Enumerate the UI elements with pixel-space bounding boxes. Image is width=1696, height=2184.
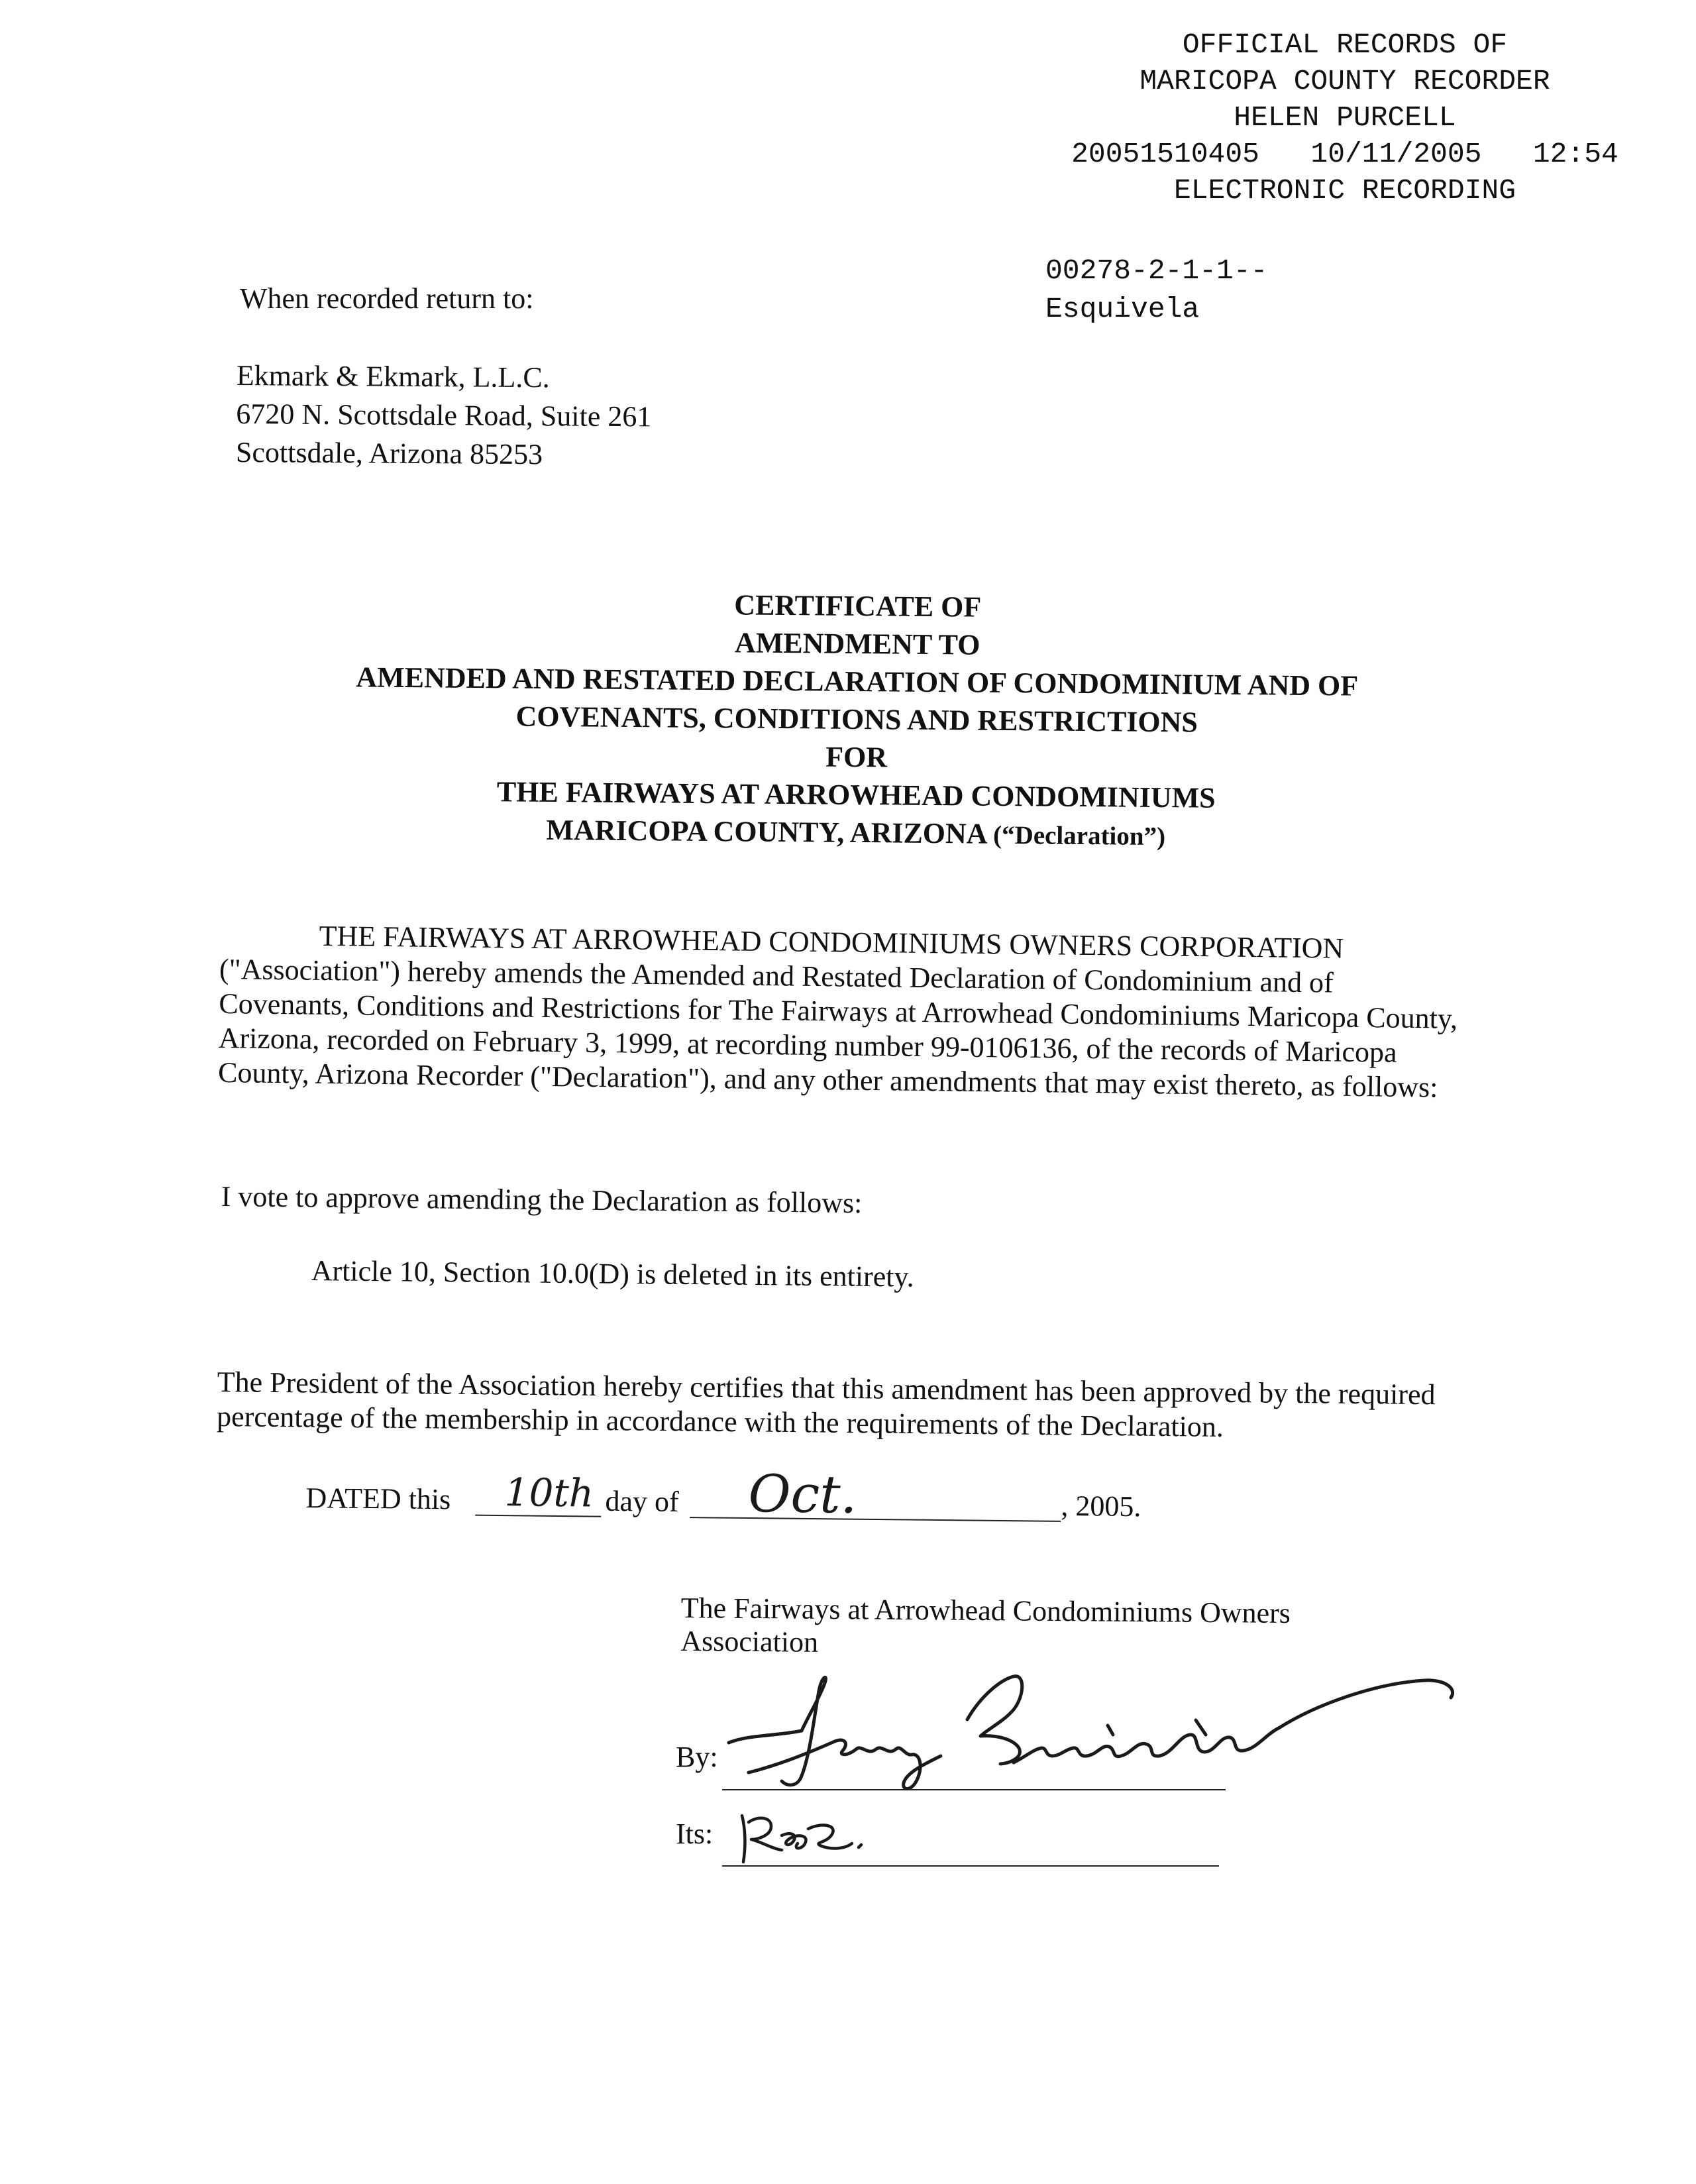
body-paragraph: [218, 918, 1465, 1105]
recording-code: [1045, 252, 1267, 329]
stamp-line-5: ELECTRONIC RECORDING: [1173, 174, 1516, 207]
dated-line: [305, 1464, 1234, 1537]
paragraph-association: THE FAIRWAYS AT ARROWHEAD CONDOMINIUMS OWNERS CORPORATION ("Association") hereby amends the Amended and Restated Declaration of Condominium and of Covenants, Conditions and Restrictions for The Fairways at Arrowhead Condominiums Maricopa County, Arizona, recorded on February 3, 1999, at recording number 99-0106136, of the records of Maricopa County, Arizona Recorder ("Declaration"), and any other amendments that may exist thereto, as follows:: [217, 919, 1458, 1104]
title-line-5: FOR: [825, 740, 888, 774]
certification-paragraph: The President of the Association hereby certifies that this amendment has been approved by the required percentage of the membership in accordance with the requirements of the Declaration.: [216, 1366, 1436, 1443]
return-label: When recorded return to:: [240, 282, 534, 315]
return-name: Ekmark & Ekmark, L.L.C.: [236, 358, 550, 394]
title-line-4: COVENANTS, CONDITIONS AND RESTRICTIONS: [515, 700, 1198, 739]
return-city: Scottsdale, Arizona 85253: [235, 435, 543, 471]
return-address: [236, 356, 652, 474]
return-street: 6720 N. Scottsdale Road, Suite 261: [236, 397, 652, 433]
association-name: The Fairways at Arrowhead Condominiums Owners Association: [680, 1592, 1291, 1659]
vote-statement: I vote to approve amending the Declaration as follows:: [221, 1180, 863, 1220]
dated-year: , 2005.: [1061, 1489, 1141, 1523]
article-statement: Article 10, Section 10.0(D) is deleted in its entirety.: [311, 1254, 914, 1293]
by-label: By:: [676, 1741, 718, 1773]
title-line-7-main: MARICOPA COUNTY, ARIZONA: [546, 813, 986, 850]
stamp-line-4: 20051510405 10/11/2005 12:54: [1071, 138, 1618, 170]
handwritten-month: Oct.: [748, 1464, 857, 1525]
title-line-3: AMENDED AND RESTATED DECLARATION OF CONDOMINIUM AND OF: [356, 661, 1359, 702]
title-line-7-declaration: (“Declaration”): [992, 820, 1166, 851]
title-scribble: [729, 1802, 901, 1869]
recording-clerk: Esquivela: [1045, 293, 1200, 325]
its-label: Its:: [676, 1818, 714, 1850]
title-line-1: CERTIFICATE OF: [734, 588, 982, 624]
signature-scribble: [702, 1657, 1471, 1802]
stamp-line-3: HELEN PURCELL: [1234, 101, 1456, 134]
handwritten-day: 10th: [504, 1470, 594, 1516]
document-title: [197, 581, 1517, 858]
title-line-6: THE FAIRWAYS AT ARROWHEAD CONDOMINIUMS: [496, 775, 1216, 814]
month-blank: [690, 1517, 1061, 1522]
stamp-line-2: MARICOPA COUNTY RECORDER: [1140, 65, 1550, 97]
dated-prefix: DATED this: [305, 1481, 451, 1516]
stamp-line-1: OFFICIAL RECORDS OF: [1182, 28, 1508, 61]
recording-stamp: [1034, 27, 1656, 209]
dated-middle: day of: [605, 1484, 679, 1518]
recording-docket: 00278-2-1-1--: [1045, 254, 1268, 287]
title-line-2: AMENDMENT TO: [734, 626, 980, 661]
